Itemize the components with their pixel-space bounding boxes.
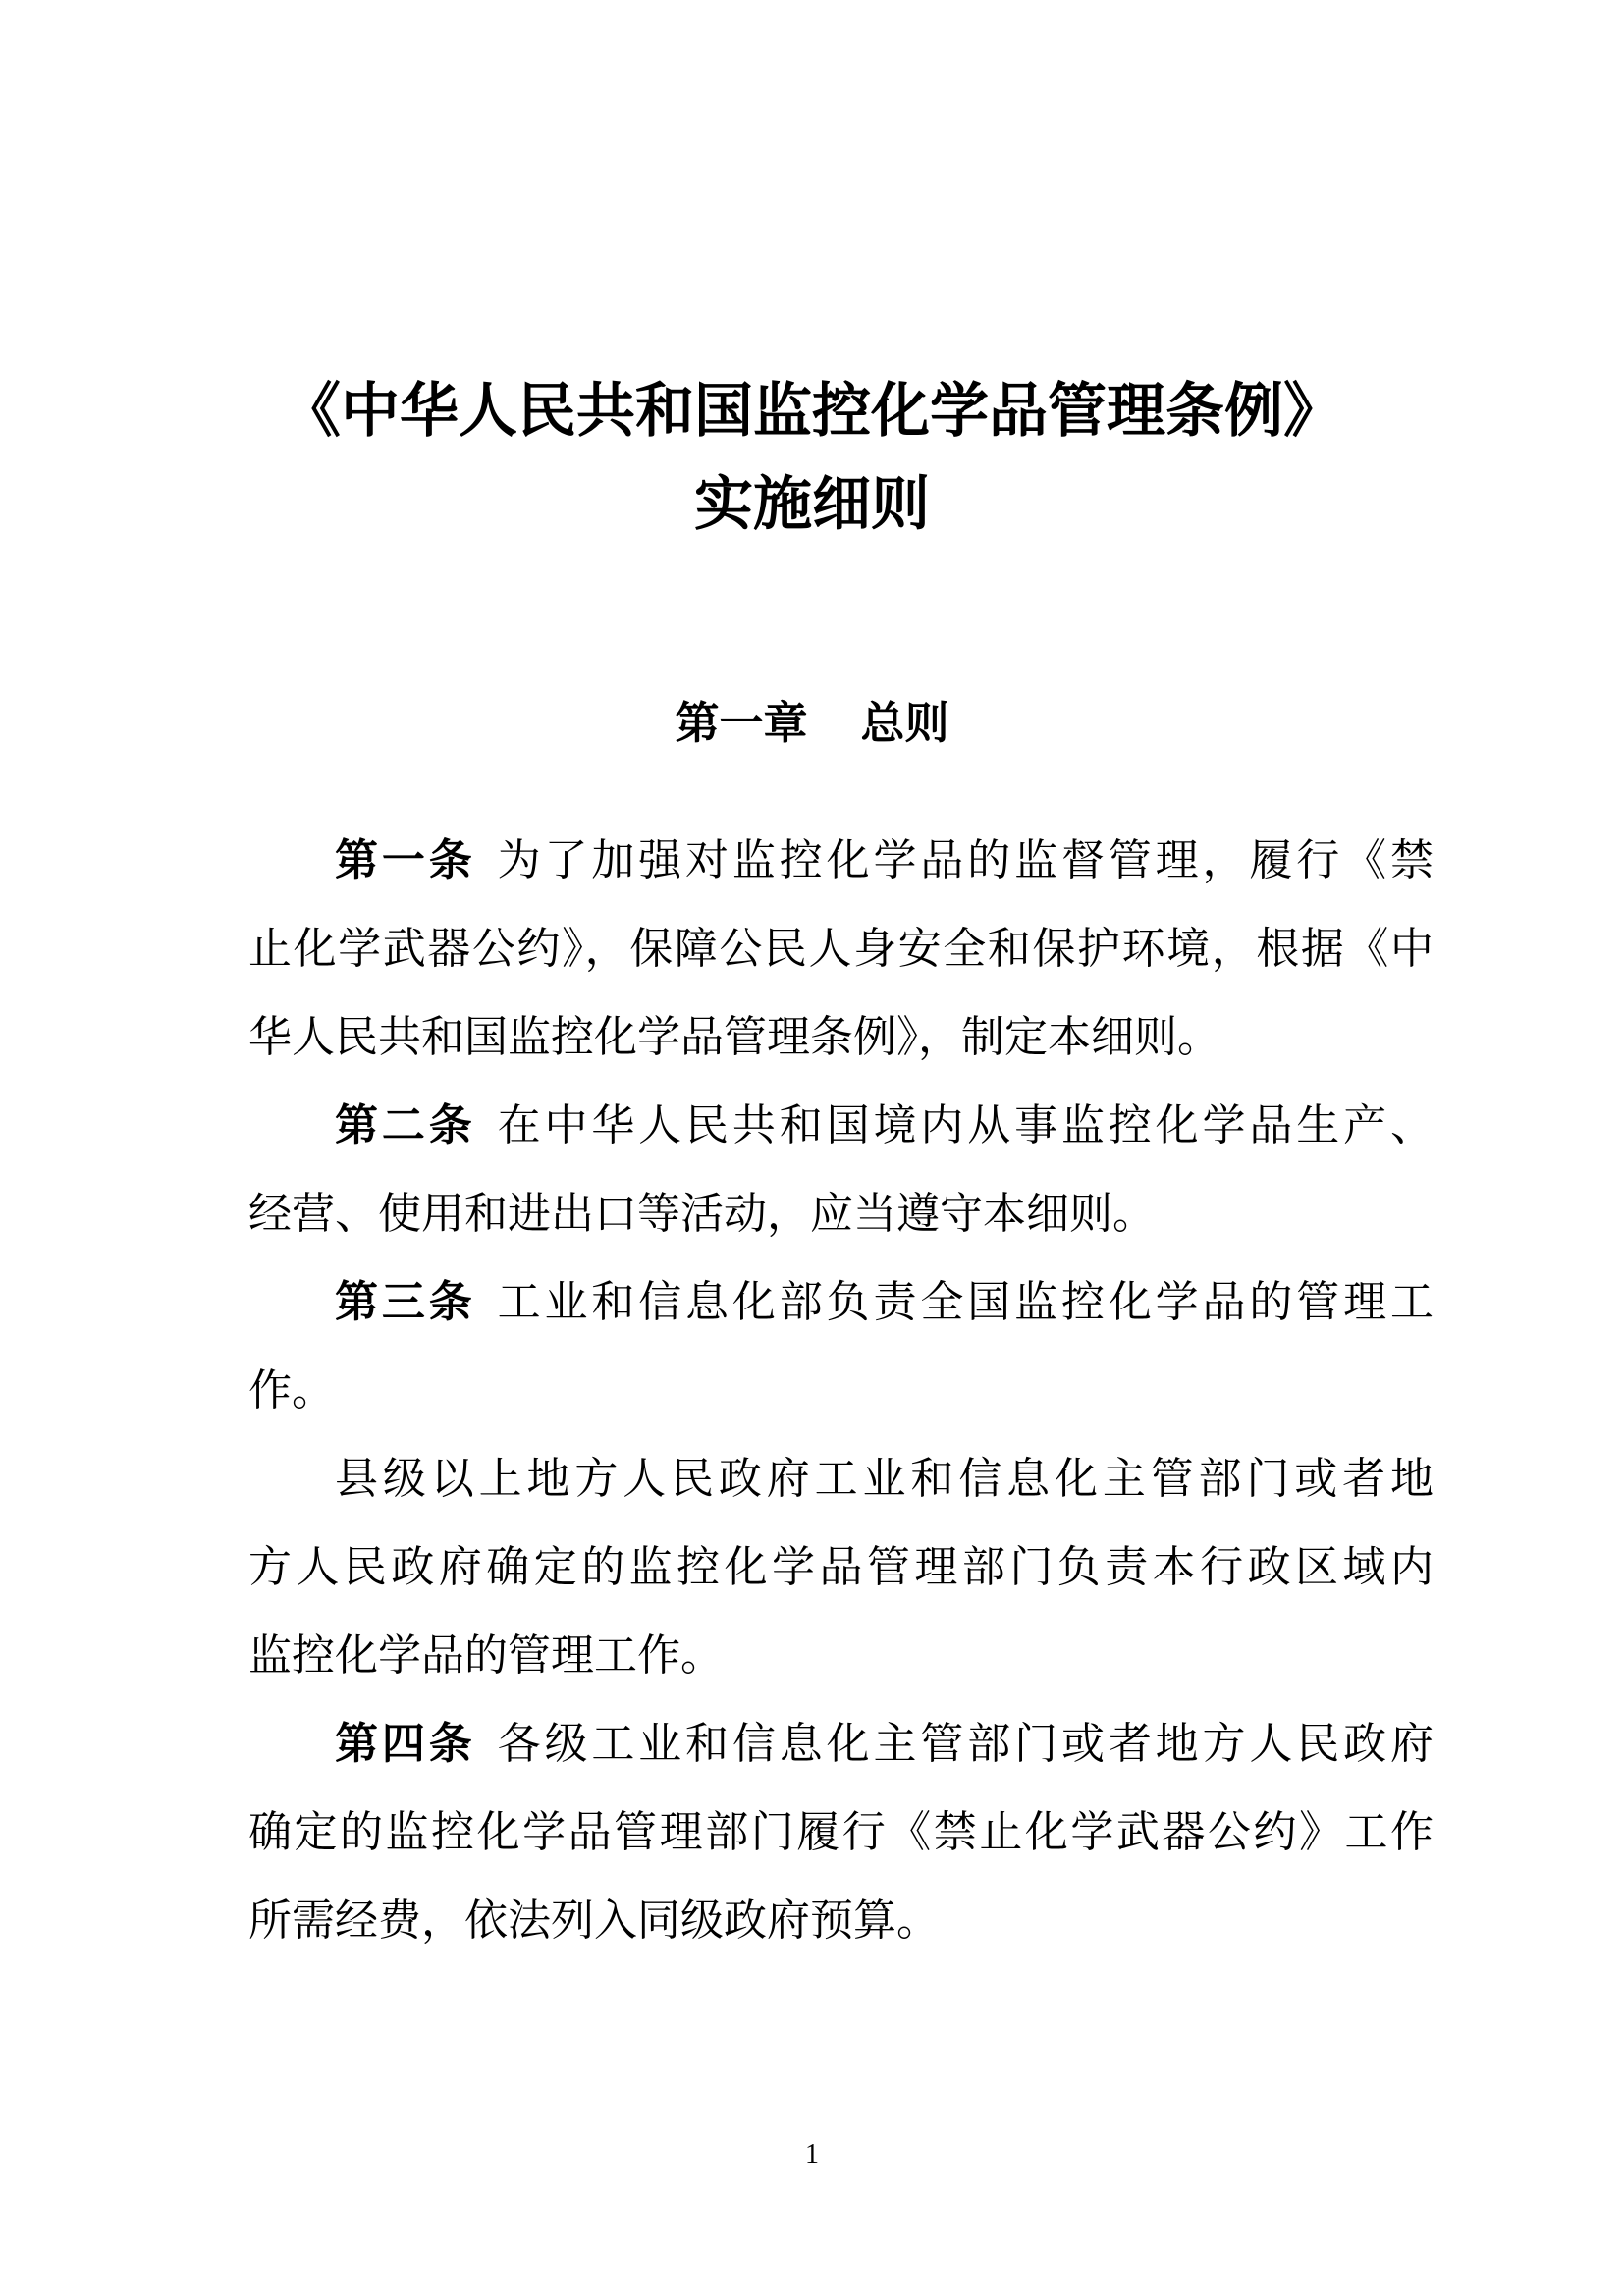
body-text-line: 第三条 工业和信息化部负责全国监控化学品的管理工 [335,1278,1435,1326]
body-text-line: 经营、使用和进出口等活动，应当遵守本细则。 [248,1190,1156,1238]
body-text-line: 确定的监控化学品管理部门履行《禁止化学武器公约》工作 [248,1808,1434,1856]
article-number: 第二条 [335,1101,476,1149]
page-number: 1 [805,2139,819,2169]
body-text-line: 作。 [248,1366,335,1415]
body-text-line: 第四条 各级工业和信息化主管部门或者地方人民政府 [335,1720,1435,1768]
article-number: 第四条 [335,1720,476,1768]
body-text-line: 所需经费，依法列入同级政府预算。 [248,1896,940,1945]
body-text-line: 监控化学品的管理工作。 [248,1631,724,1680]
body-text-line: 止化学武器公约》，保障公民人身安全和保护环境，根据《中 [248,925,1434,973]
body-text-line: 县级以上地方人民政府工业和信息化主管部门或者地 [335,1455,1434,1503]
body-text-line: 第一条 为了加强对监控化学品的监督管理，履行《禁 [335,836,1435,884]
chapter-heading [0,697,1624,750]
document-title-line-2: 实施细则 [694,472,930,537]
document-title-line-1: 《中华人民共和国监控化学品管理条例》 [282,379,1342,444]
body-text-line: 华人民共和国监控化学品管理条例》，制定本细则。 [248,1013,1220,1061]
chapter-title: 总则 [860,698,949,748]
document-body [248,817,1434,1965]
article-number: 第一条 [335,836,476,884]
body-text-line: 第二条 在中华人民共和国境内从事监控化学品生产、 [335,1101,1435,1149]
article-number: 第三条 [335,1278,476,1326]
document-title [0,365,1624,552]
body-text-line: 方人民政府确定的监控化学品管理部门负责本行政区域内 [248,1543,1434,1591]
chapter-number: 第一章 [675,698,808,748]
